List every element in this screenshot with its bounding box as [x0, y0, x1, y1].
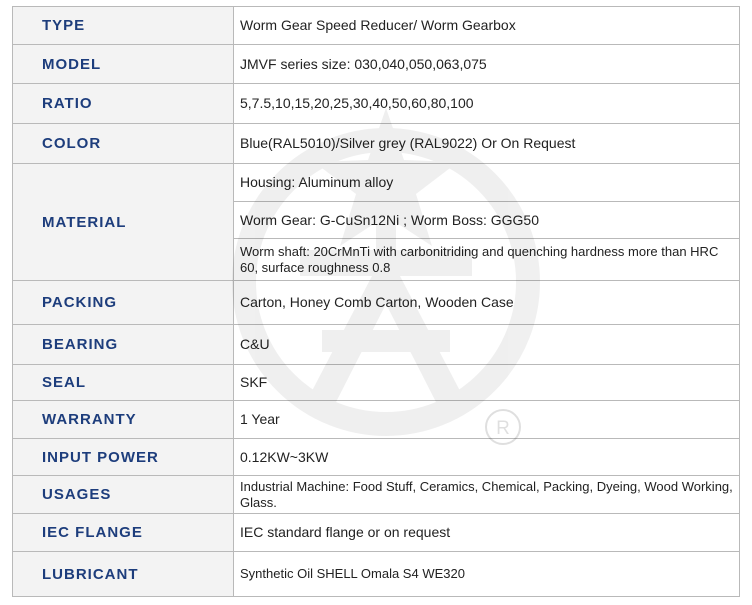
table-row	[13, 365, 740, 401]
row-value: Worm Gear: G-CuSn12Ni ; Worm Boss: GGG50	[234, 202, 740, 239]
row-value: Carton, Honey Comb Carton, Wooden Case	[234, 281, 740, 325]
row-value: 0.12KW~3KW	[234, 439, 740, 476]
registered-mark: R	[496, 418, 510, 439]
row-label: MATERIAL	[13, 164, 234, 281]
table-row	[13, 124, 740, 164]
row-value: SKF	[234, 365, 740, 401]
table-row	[13, 476, 740, 514]
row-label: RATIO	[13, 84, 234, 124]
table-row	[13, 281, 740, 325]
row-value: 5,7.5,10,15,20,25,30,40,50,60,80,100	[234, 84, 740, 124]
table-row	[13, 514, 740, 552]
row-value: 1 Year	[234, 401, 740, 439]
row-value: Synthetic Oil SHELL Omala S4 WE320	[234, 552, 740, 597]
row-label: INPUT POWER	[13, 439, 234, 476]
row-label: WARRANTY	[13, 401, 234, 439]
row-label: IEC FLANGE	[13, 514, 234, 552]
table-row	[13, 7, 740, 45]
row-label: LUBRICANT	[13, 552, 234, 597]
table-row	[13, 401, 740, 439]
row-value: Worm Gear Speed Reducer/ Worm Gearbox	[234, 7, 740, 45]
row-label: TYPE	[13, 7, 234, 45]
row-label: BEARING	[13, 325, 234, 365]
row-value: Industrial Machine: Food Stuff, Ceramics, Chemical, Packing, Dyeing, Wood Working, Glass.	[234, 476, 740, 514]
row-value: C&U	[234, 325, 740, 365]
table-row	[13, 164, 740, 202]
row-label: COLOR	[13, 124, 234, 164]
row-value: IEC standard flange or on request	[234, 514, 740, 552]
row-label: USAGES	[13, 476, 234, 514]
table-row	[13, 439, 740, 476]
row-value: JMVF series size: 030,040,050,063,075	[234, 45, 740, 84]
table-row	[13, 84, 740, 124]
row-value: Blue(RAL5010)/Silver grey (RAL9022) Or On Request	[234, 124, 740, 164]
row-label: PACKING	[13, 281, 234, 325]
table-row	[13, 45, 740, 84]
spec-table	[12, 6, 740, 597]
row-value: Worm shaft: 20CrMnTi with carbonitriding and quenching hardness more than HRC 60, surface roughness 0.8	[234, 239, 740, 281]
table-row	[13, 552, 740, 597]
row-value: Housing: Aluminum alloy	[234, 164, 740, 202]
row-label: MODEL	[13, 45, 234, 84]
row-label: SEAL	[13, 365, 234, 401]
table-row	[13, 325, 740, 365]
